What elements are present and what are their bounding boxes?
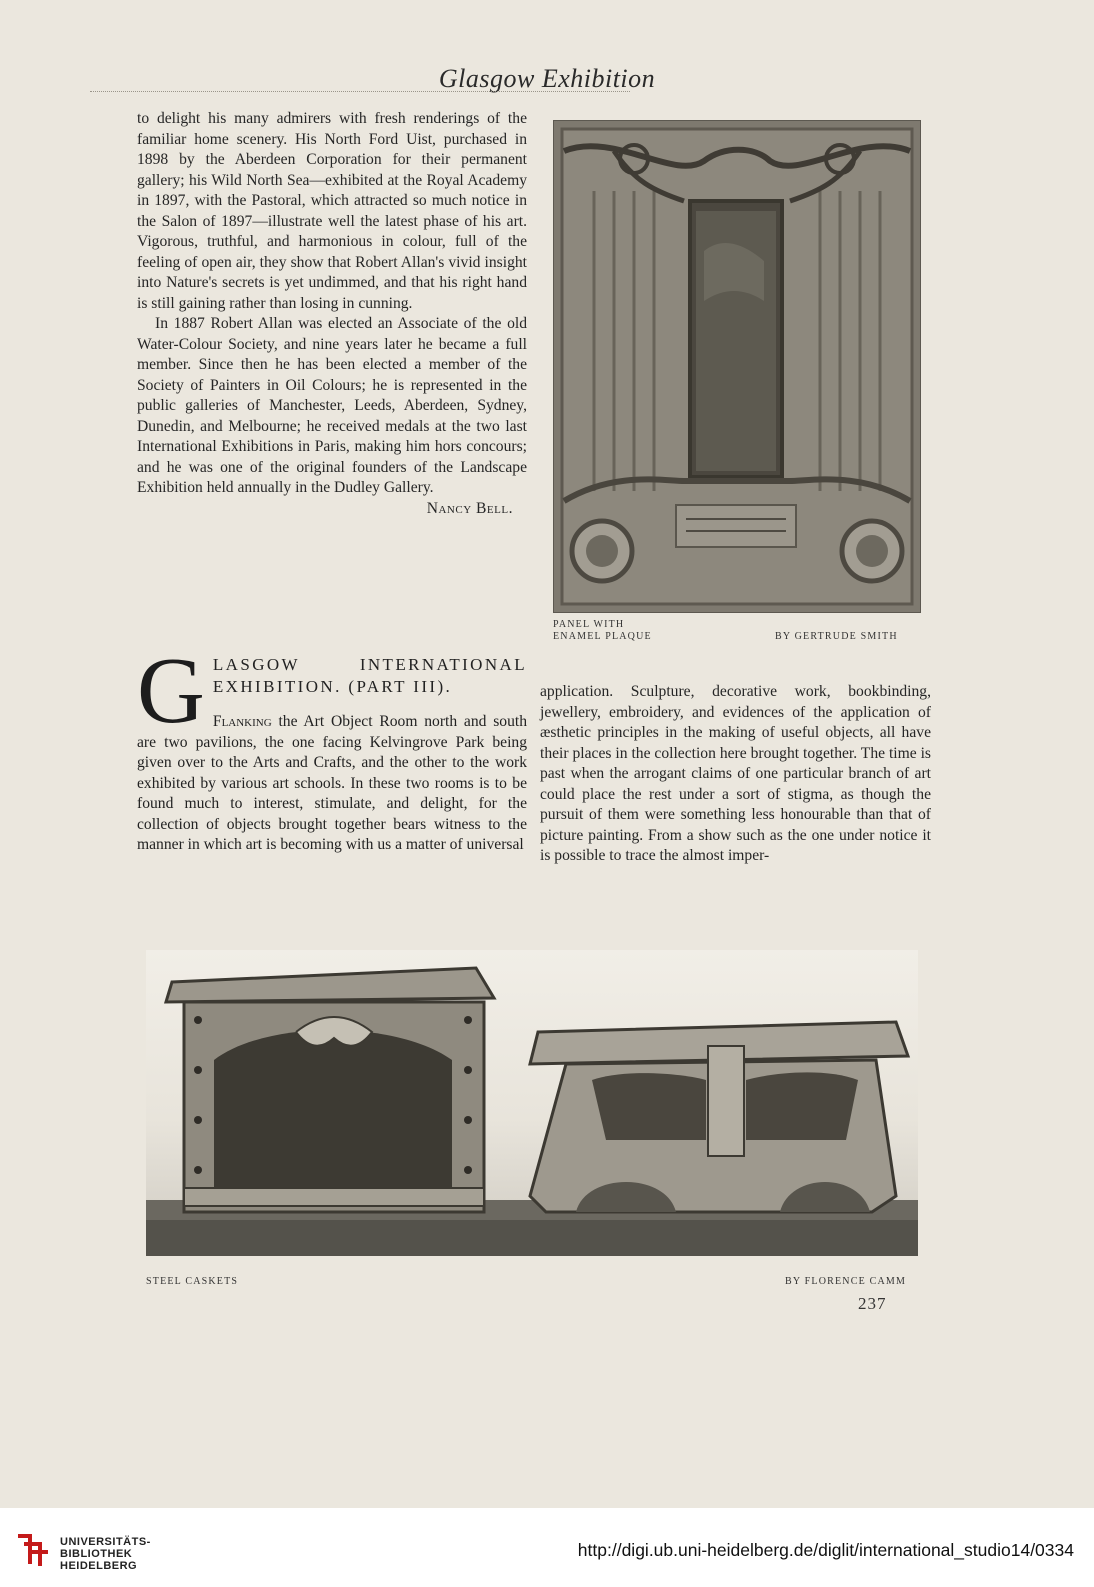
panel-caption-line2: ENAMEL PLAQUE — [553, 631, 652, 642]
paragraph-allan-career: In 1887 Robert Allan was elected an Associate of the old Water-Colour Society, and nine years later he became a full member. Since then he has been elected a member of the Society of Painters in Oil Colours; he is represented in the public galleries of Manchester, Leeds, Aberdeen, Sydney, Dunedin, and Melbourne; he received medals at the two last International Exhibitions in Paris, making him hors concours; and he was one of the original founders of the Landscape Exhibition held annually in the Dudley Gallery. — [137, 315, 527, 496]
library-footer — [0, 1508, 1094, 1587]
library-line-3: HEIDELBERG — [60, 1560, 138, 1572]
paragraph-continued: to delight his many admirers with fresh renderings of the familiar home scenery. His North Ford Uist, purchased in 1898 by the Aberdeen Corporation for their permanent gallery; his Wild North Sea—exhibited at the Royal Academy in 1897, with the Pastoral, which attracted so much notice in the Salon of 1897—illustrate well the latest phase of his art. Vigorous, truthful, and harmonious in colour, full of the feeling of open air, they show that Robert Allan's vivid insight into Nature's secrets is yet undimmed, and that his right hand is still gaining rather than losing in cunning. — [137, 110, 527, 312]
caskets-caption-title: STEEL CASKETS — [146, 1276, 239, 1287]
library-line-2: BIBLIOTHEK — [60, 1548, 133, 1560]
author-signature: Nancy Bell. — [426, 499, 513, 517]
article-body-left-text: the Art Object Room north and south are two pavilions, the one facing Kelvingrove Park being given over to the Arts and Crafts, and the other to the work exhibited by various art schools. In these two rooms is to be found much to interest, stimulate, and delight, for the collection of objects brought together bears witness to the manner in which art is becoming with us a matter of universal — [137, 713, 527, 853]
article-body-left — [137, 712, 527, 856]
running-head: Glasgow Exhibition — [438, 64, 656, 93]
panel-caption-credit: BY GERTRUDE SMITH — [775, 631, 898, 642]
source-url-link[interactable]: http://digi.ub.uni-heidelberg.de/diglit/international_studio14/0334 — [577, 1540, 1074, 1560]
panel-enamel-plaque-image — [553, 120, 921, 613]
library-name — [60, 1536, 151, 1572]
drop-cap: G — [137, 639, 205, 743]
article-title: LASGOW INTERNATIONAL EXHIBITION. (PART III). — [212, 655, 527, 696]
page-number: 237 — [858, 1294, 887, 1313]
steel-caskets-image — [146, 950, 918, 1256]
library-logo-icon — [14, 1530, 50, 1575]
panel-illustration — [554, 121, 920, 612]
left-column-text — [137, 109, 527, 519]
caskets-caption-credit: BY FLORENCE CAMM — [785, 1276, 907, 1287]
library-line-1: UNIVERSITÄTS- — [60, 1536, 151, 1548]
caskets-illustration — [146, 950, 918, 1256]
panel-caption-line1: PANEL WITH — [553, 619, 625, 630]
header-rule — [90, 91, 630, 92]
article-body-right: application. Sculpture, decorative work, bookbinding, jewellery, embroidery, and evidences of the application of æsthetic principles in the making of useful objects, all have their places in the collection here brought together. The time is past when the arrogant claims of one particular branch of art could place the rest under a sort of stigma, as though the pursuit of them were something less honourable than that of picture painting. From a show such as the one under notice it is possible to trace the almost imper- — [540, 683, 931, 864]
lead-word: Flanking — [212, 713, 272, 730]
article-heading-block — [137, 639, 527, 856]
